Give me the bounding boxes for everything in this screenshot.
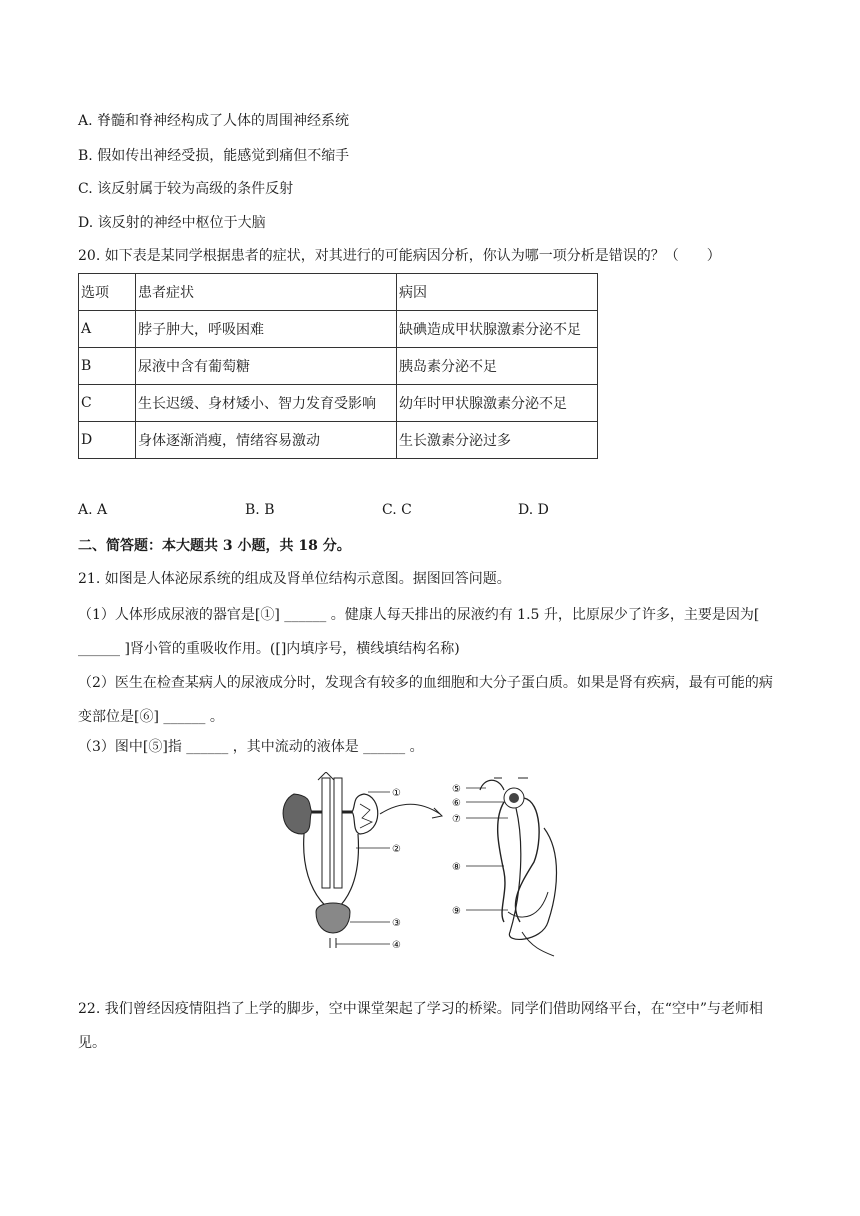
option-a: A. 脊髓和脊神经构成了人体的周围神经系统: [78, 113, 350, 129]
question-22-stem: 22. 我们曾经因疫情阻挡了上学的脚步，空中课堂架起了学习的桥梁。同学们借助网络平台，在“空中”与老师相见。: [78, 1001, 764, 1051]
figure-label-8: ⑧: [452, 862, 461, 873]
table-header-row: [79, 274, 598, 311]
choice-b: B. B: [245, 502, 275, 518]
figure-label-4: ④: [392, 940, 401, 951]
question-21-stem: 21. 如图是人体泌尿系统的组成及肾单位结构示意图。据图回答问题。: [78, 571, 511, 587]
table-cell: D: [79, 422, 136, 459]
table-header-cell: 患者症状: [136, 274, 397, 311]
table-cell: 尿液中含有葡萄糖: [136, 348, 397, 385]
question-21-part-2: （2）医生在检查某病人的尿液成分时，发现含有较多的血细胞和大分子蛋白质。如果是肾有疾病，最有可能的病变部位是[⑥] ______ 。: [78, 675, 773, 725]
table-row: [79, 348, 598, 385]
question-21-part-1: （1）人体形成尿液的器官是[①] ______ 。健康人每天排出的尿液约有 1.5 升，比原尿少了许多，主要是因为[ ______ ]肾小管的重吸收作用。([]内填序号，横线填结构名称): [78, 607, 760, 657]
figure-label-2: ②: [392, 844, 401, 855]
figure-label-3: ③: [392, 918, 401, 929]
question-21-part-3: （3）图中[⑤]指 ______ ，其中流动的液体是 ______ 。: [78, 739, 424, 755]
table-cell: 幼年时甲状腺激素分泌不足: [397, 385, 598, 422]
table-header-cell: 选项: [79, 274, 136, 311]
table-row: [79, 385, 598, 422]
table-cell: 脖子肿大，呼吸困难: [136, 311, 397, 348]
urinary-system-figure: [272, 772, 592, 958]
table-cell: B: [79, 348, 136, 385]
figure-label-5: ⑤: [452, 784, 461, 795]
table-cell: 身体逐渐消瘦，情绪容易激动: [136, 422, 397, 459]
table-cell: 缺碘造成甲状腺激素分泌不足: [397, 311, 598, 348]
option-c: C. 该反射属于较为高级的条件反射: [78, 181, 294, 197]
choice-c: C. C: [382, 502, 412, 518]
question-20-stem: 20. 如下表是某同学根据患者的症状，对其进行的可能病因分析，你认为哪一项分析是错误的？（ ）: [78, 248, 721, 264]
table-header-cell: 病因: [397, 274, 598, 311]
figure-label-6: ⑥: [452, 798, 461, 809]
figure-label-1: ①: [392, 788, 401, 799]
table-row: [79, 311, 598, 348]
table-cell: A: [79, 311, 136, 348]
option-d: D. 该反射的神经中枢位于大脑: [78, 215, 266, 231]
figure-label-7: ⑦: [452, 814, 461, 825]
diagnosis-table: [78, 273, 598, 459]
table-cell: 生长迟缓、身材矮小、智力发育受影响: [136, 385, 397, 422]
figure-label-9: ⑨: [452, 906, 461, 917]
table-cell: C: [79, 385, 136, 422]
section-heading: 二、简答题：本大题共 3 小题，共 18 分。: [78, 538, 351, 554]
table-row: [79, 422, 598, 459]
choice-a: A. A: [78, 502, 108, 518]
table-cell: 胰岛素分泌不足: [397, 348, 598, 385]
table-cell: 生长激素分泌过多: [397, 422, 598, 459]
choice-d: D. D: [518, 502, 549, 518]
option-b: B. 假如传出神经受损，能感觉到痛但不缩手: [78, 148, 350, 164]
